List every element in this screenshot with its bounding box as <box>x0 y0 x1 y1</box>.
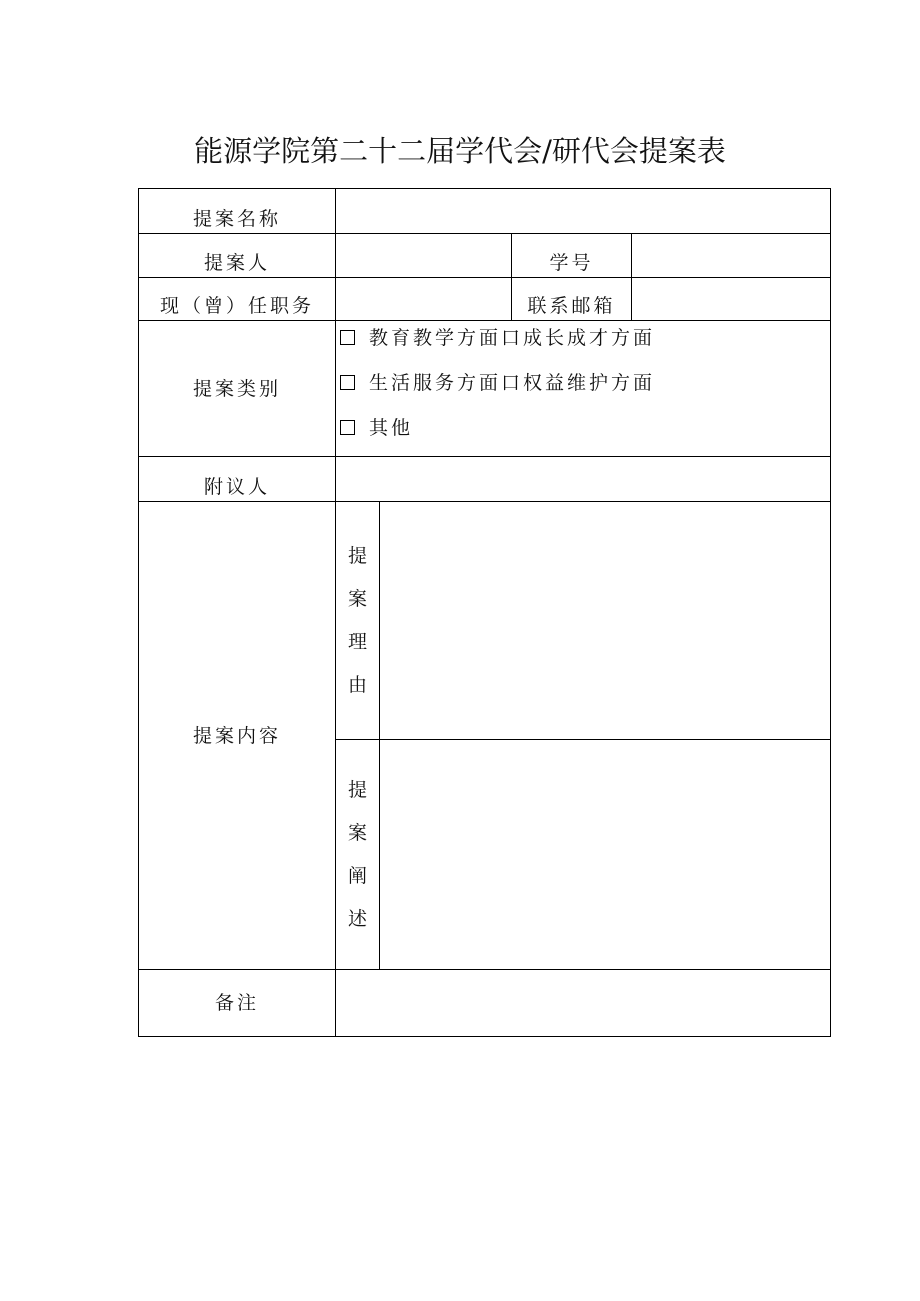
row-proposer <box>139 234 831 278</box>
student-id-label: 学号 <box>512 234 632 278</box>
email-label: 联系邮箱 <box>512 278 632 321</box>
row-category <box>139 321 831 457</box>
category-option-label: 其他 <box>369 417 414 439</box>
seconders-field[interactable] <box>336 457 831 502</box>
category-option-line <box>340 321 830 366</box>
row-content-reason <box>139 502 831 740</box>
reason-label <box>336 502 380 740</box>
checkbox-life-service[interactable] <box>340 375 355 390</box>
proposal-name-field[interactable] <box>336 189 831 234</box>
elaboration-label <box>336 740 380 970</box>
category-option-line <box>340 366 830 411</box>
email-field[interactable] <box>632 278 831 321</box>
checkbox-other[interactable] <box>340 420 355 435</box>
elaboration-label-char: 案 <box>347 821 367 844</box>
reason-label-char: 由 <box>347 673 367 696</box>
position-field[interactable] <box>336 278 512 321</box>
elaboration-label-char: 提 <box>347 778 367 801</box>
reason-label-char: 理 <box>347 630 367 653</box>
elaboration-label-char: 阐 <box>347 864 367 887</box>
proposal-form-table <box>138 188 831 1037</box>
proposer-field[interactable] <box>336 234 512 278</box>
category-option-line <box>340 411 830 456</box>
reason-field[interactable] <box>380 502 831 740</box>
proposer-label: 提案人 <box>139 234 336 278</box>
category-label: 提案类别 <box>139 321 336 457</box>
category-options <box>336 321 831 457</box>
elaboration-field[interactable] <box>380 740 831 970</box>
category-option-label: 生活服务方面口权益维护方面 <box>369 372 656 394</box>
row-seconders <box>139 457 831 502</box>
remarks-field[interactable] <box>336 970 831 1037</box>
checkbox-education[interactable] <box>340 330 355 345</box>
reason-label-char: 案 <box>347 587 367 610</box>
row-position <box>139 278 831 321</box>
position-label: 现（曾）任职务 <box>139 278 336 321</box>
reason-label-char: 提 <box>347 544 367 567</box>
row-proposal-name <box>139 189 831 234</box>
page-title: 能源学院第二十二届学代会/研代会提案表 <box>194 134 726 168</box>
remarks-label: 备注 <box>139 970 336 1037</box>
proposal-name-label: 提案名称 <box>139 189 336 234</box>
elaboration-label-char: 述 <box>347 907 367 930</box>
student-id-field[interactable] <box>632 234 831 278</box>
category-option-label: 教育教学方面口成长成才方面 <box>369 327 656 349</box>
content-label: 提案内容 <box>139 502 336 970</box>
row-remarks <box>139 970 831 1037</box>
seconders-label: 附议人 <box>139 457 336 502</box>
